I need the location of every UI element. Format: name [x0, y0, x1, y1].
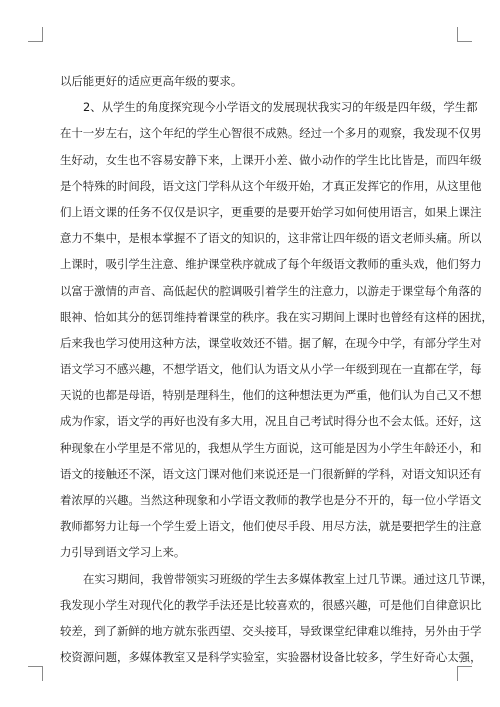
text-line: 以后能更好的适应更高年级的要求。 — [60, 74, 243, 88]
text-line: 意力不集中，是根本掌握不了语文的知识的，这非常让四年级的语文老师头痛。所以 — [60, 231, 482, 246]
text-line: 语文的接触还不深，语文这门课对他们来说还是一门很新鲜的学科，对语文知识还有 — [60, 466, 482, 481]
text-line: 着浓厚的兴趣。当然这种现象和小学语文教师的教学也是分不开的，每一位小学语文 — [60, 493, 482, 507]
crop-mark-bottom-right — [457, 666, 472, 681]
text-line: 眼神、恰如其分的惩罚维持着课堂的秩序。我在实习期间上课时也曾经有这样的困扰， — [60, 309, 493, 324]
text-line: 教师都努力让每一个学生爱上语文，他们使尽手段、用尽方法，就是要把学生的注意 — [60, 519, 482, 534]
text-line: 种现象在小学里是不常见的，我想从学生方面说，这可能是因为小学生年龄还小，和 — [60, 440, 482, 455]
text-line: 后来我也学习使用这种方法，课堂收效还不错。据了解，在现今中学，有部分学生对 — [60, 335, 482, 350]
text-line: 生好动，女生也不容易安静下来，上课开小差、做小动作的学生比比皆是，而四年级 — [60, 152, 482, 167]
text-line: 我发现小学生对现代化的教学手法还是比较喜欢的，很感兴趣，可是他们自律意识比 — [60, 597, 482, 612]
text-line: 成为作家，语文学的再好也没有多大用，况且自己考试时得分也不会太低。还好，这 — [60, 414, 482, 429]
text-line: 在实习期间，我曾带领实习班级的学生去多媒体教室上过几节课。通过这几节课， — [83, 571, 494, 586]
text-line: 较差，到了新鲜的地方就东张西望、交头接耳，导致课堂纪律难以维持，另外由于学 — [60, 623, 482, 638]
text-line: 是个特殊的时间段，语文这门学科从这个年级开始，才真正发挥它的作用，从这里他 — [60, 178, 482, 193]
body-text — [60, 68, 494, 670]
text-line: 上课时，吸引学生注意、维护课堂秩序就成了每个年级语文教师的重头戏，他们努力 — [60, 257, 482, 272]
text-line: 天说的也都是母语，特别是理科生，他们的这种想法更为严重，他们认为自己又不想 — [60, 388, 482, 403]
text-line: 力引导到语文学习上来。 — [60, 545, 186, 560]
crop-mark-top-left — [28, 27, 43, 42]
text-line: 在十一岁左右，这个年纪的学生心智很不成熟。经过一个多月的观察，我发现不仅男 — [60, 126, 482, 141]
text-line: 们上语文课的任务不仅仅是识字，更重要的是要开始学习如何使用语言，如果上课注 — [60, 204, 482, 219]
paragraph-continuation — [60, 68, 444, 94]
text-line: 语文学习不感兴趣，不想学语文，他们认为语文从小学一年级到现在一直都在学，每 — [60, 362, 482, 377]
crop-mark-bottom-left — [28, 666, 43, 681]
paragraph-section-2 — [60, 94, 493, 565]
crop-mark-top-right — [457, 27, 472, 42]
text-line: 校资源问题，多媒体教室又是科学实验室，实验器材设备比较多，学生好奇心太强， — [60, 650, 482, 665]
paragraph-internship — [60, 566, 494, 671]
text-line: 以富于激情的声音、高低起伏的腔调吸引着学生的注意力，以游走于课堂每个角落的 — [60, 283, 482, 298]
text-line: 2、从学生的角度探究现今小学语文的发展现状我实习的年级是四年级，学生都 — [83, 100, 478, 115]
